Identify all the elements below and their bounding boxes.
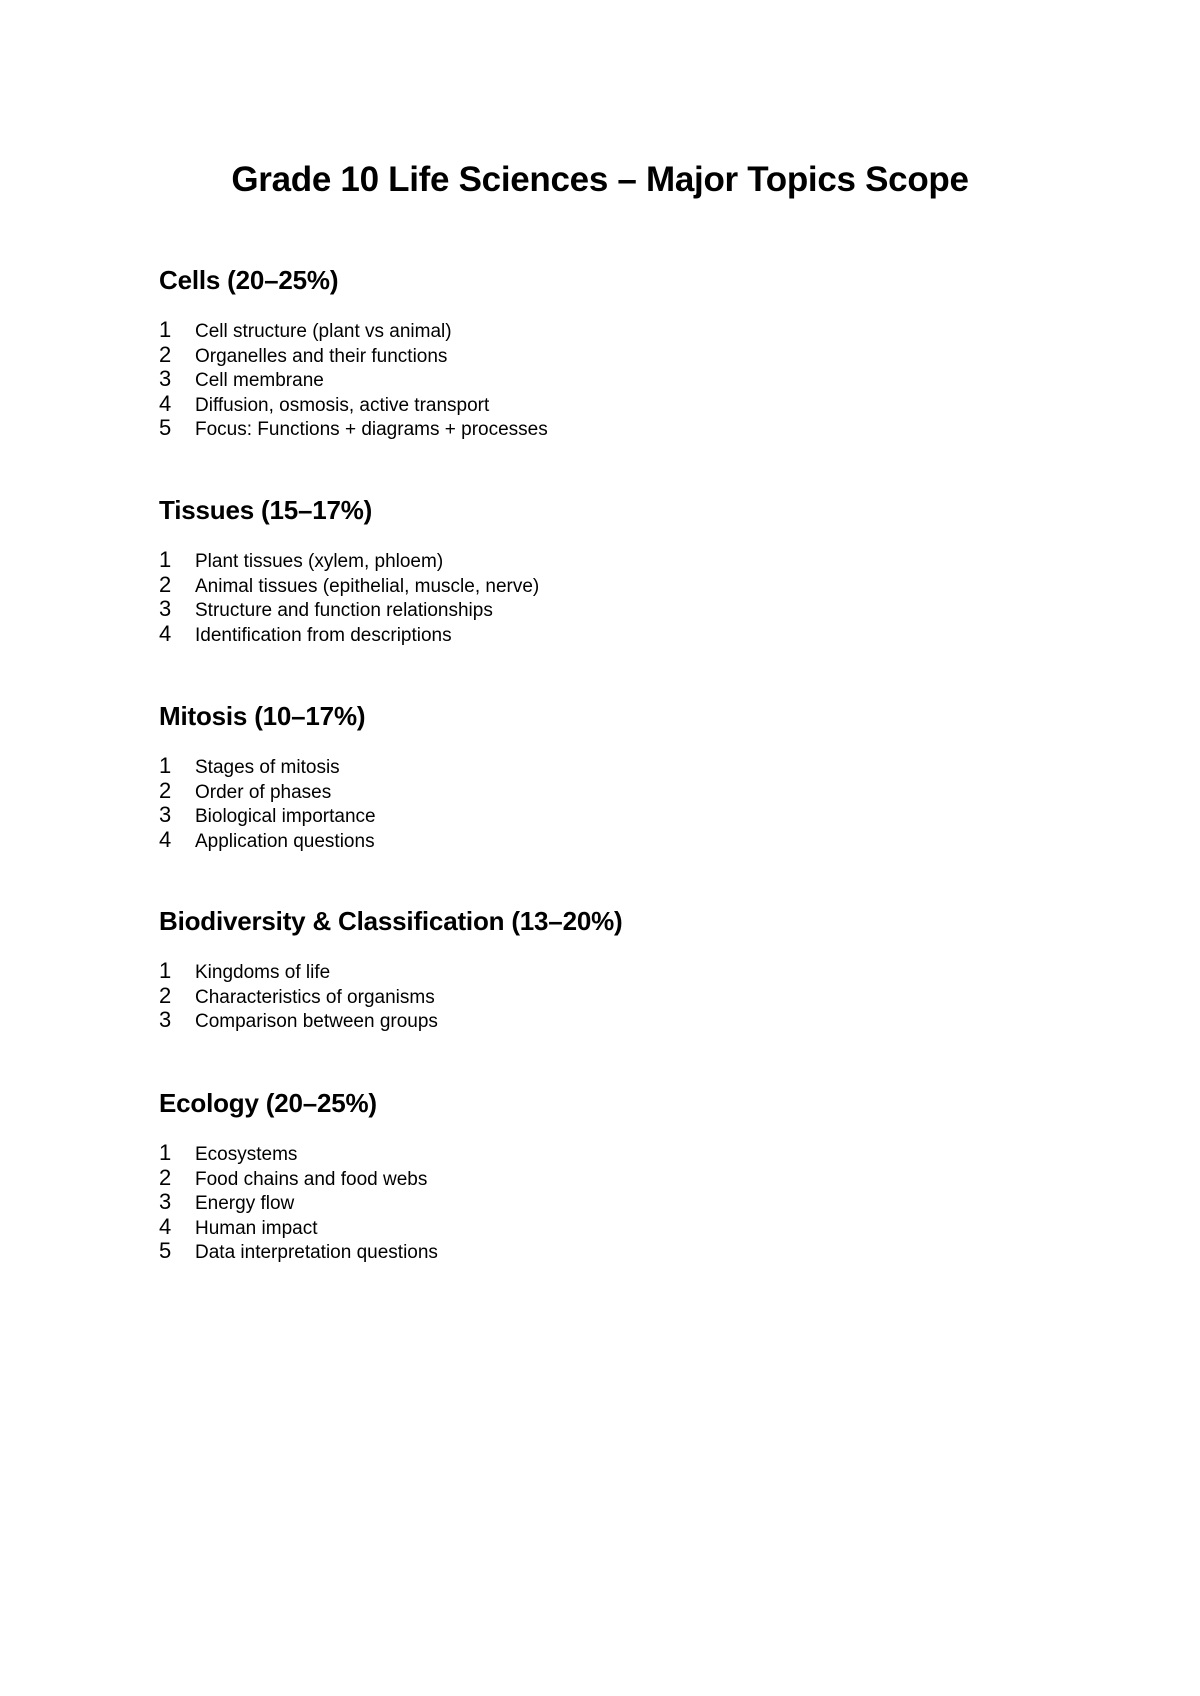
item-number: 2 xyxy=(159,341,172,367)
list-item xyxy=(159,548,1059,573)
section-heading: Tissues (15–17%) xyxy=(159,495,373,525)
section-tissues xyxy=(159,494,1059,646)
item-text: Diffusion, osmosis, active transport xyxy=(195,394,490,416)
item-number: 3 xyxy=(159,1007,172,1033)
section-heading: Biodiversity & Classification (13–20%) xyxy=(159,906,623,936)
item-text: Order of phases xyxy=(195,781,332,803)
topic-list xyxy=(159,318,1059,441)
list-item xyxy=(159,754,1059,779)
item-number: 3 xyxy=(159,366,172,392)
item-number: 2 xyxy=(159,982,172,1008)
item-text: Human impact xyxy=(195,1217,318,1239)
item-text: Plant tissues (xylem, phloem) xyxy=(195,551,444,572)
section-heading: Cells (20–25%) xyxy=(159,265,339,295)
item-text: Food chains and food webs xyxy=(195,1168,428,1190)
list-item xyxy=(159,1190,1059,1215)
item-text: Stages of mitosis xyxy=(195,757,340,778)
section-heading: Ecology (20–25%) xyxy=(159,1088,377,1118)
list-item xyxy=(159,1008,1059,1033)
section-cells xyxy=(159,264,1059,441)
list-item xyxy=(159,573,1059,598)
topic-list xyxy=(159,548,1059,646)
list-item xyxy=(159,597,1059,622)
document-title: Grade 10 Life Sciences – Major Topics Scope xyxy=(231,160,969,199)
list-item xyxy=(159,392,1059,417)
item-number: 4 xyxy=(159,1213,172,1239)
item-text: Characteristics of organisms xyxy=(195,986,435,1008)
list-item xyxy=(159,803,1059,828)
item-number: 2 xyxy=(159,777,172,803)
list-item xyxy=(159,367,1059,392)
item-number: 2 xyxy=(159,571,172,597)
item-number: 1 xyxy=(159,1140,172,1165)
item-text: Identification from descriptions xyxy=(195,624,452,646)
item-number: 5 xyxy=(159,1238,172,1264)
list-item xyxy=(159,779,1059,804)
section-heading: Mitosis (10–17%) xyxy=(159,701,366,731)
list-item xyxy=(159,1215,1059,1240)
section-biodiversity xyxy=(159,905,1059,1033)
list-item xyxy=(159,828,1059,853)
list-item xyxy=(159,1141,1059,1166)
item-text: Comparison between groups xyxy=(195,1011,438,1033)
item-number: 3 xyxy=(159,802,172,828)
section-mitosis xyxy=(159,700,1059,852)
section-ecology xyxy=(159,1087,1059,1264)
item-text: Energy flow xyxy=(195,1193,295,1215)
item-text: Cell structure (plant vs animal) xyxy=(195,321,452,342)
list-item xyxy=(159,622,1059,647)
item-text: Cell membrane xyxy=(195,370,324,392)
item-number: 2 xyxy=(159,1164,172,1190)
list-item xyxy=(159,1166,1059,1191)
item-number: 3 xyxy=(159,596,172,622)
item-number: 1 xyxy=(159,547,172,572)
item-number: 4 xyxy=(159,390,172,416)
item-text: Biological importance xyxy=(195,806,376,828)
topic-list xyxy=(159,959,1059,1033)
list-item xyxy=(159,984,1059,1009)
item-text: Structure and function relationships xyxy=(195,600,493,622)
topic-list xyxy=(159,754,1059,852)
item-number: 4 xyxy=(159,826,172,852)
topic-list xyxy=(159,1141,1059,1264)
list-item xyxy=(159,416,1059,441)
item-text: Data interpretation questions xyxy=(195,1242,438,1264)
item-number: 1 xyxy=(159,958,172,983)
item-text: Focus: Functions + diagrams + processes xyxy=(195,419,548,441)
list-item xyxy=(159,959,1059,984)
item-number: 3 xyxy=(159,1189,172,1215)
item-number: 1 xyxy=(159,753,172,778)
item-text: Ecosystems xyxy=(195,1144,298,1165)
list-item xyxy=(159,1239,1059,1264)
item-text: Kingdoms of life xyxy=(195,962,331,983)
list-item xyxy=(159,343,1059,368)
item-text: Application questions xyxy=(195,830,375,852)
item-number: 1 xyxy=(159,317,172,342)
item-number: 5 xyxy=(159,415,172,441)
item-number: 4 xyxy=(159,620,172,646)
item-text: Organelles and their functions xyxy=(195,345,448,367)
item-text: Animal tissues (epithelial, muscle, nerve) xyxy=(195,575,540,597)
list-item xyxy=(159,318,1059,343)
